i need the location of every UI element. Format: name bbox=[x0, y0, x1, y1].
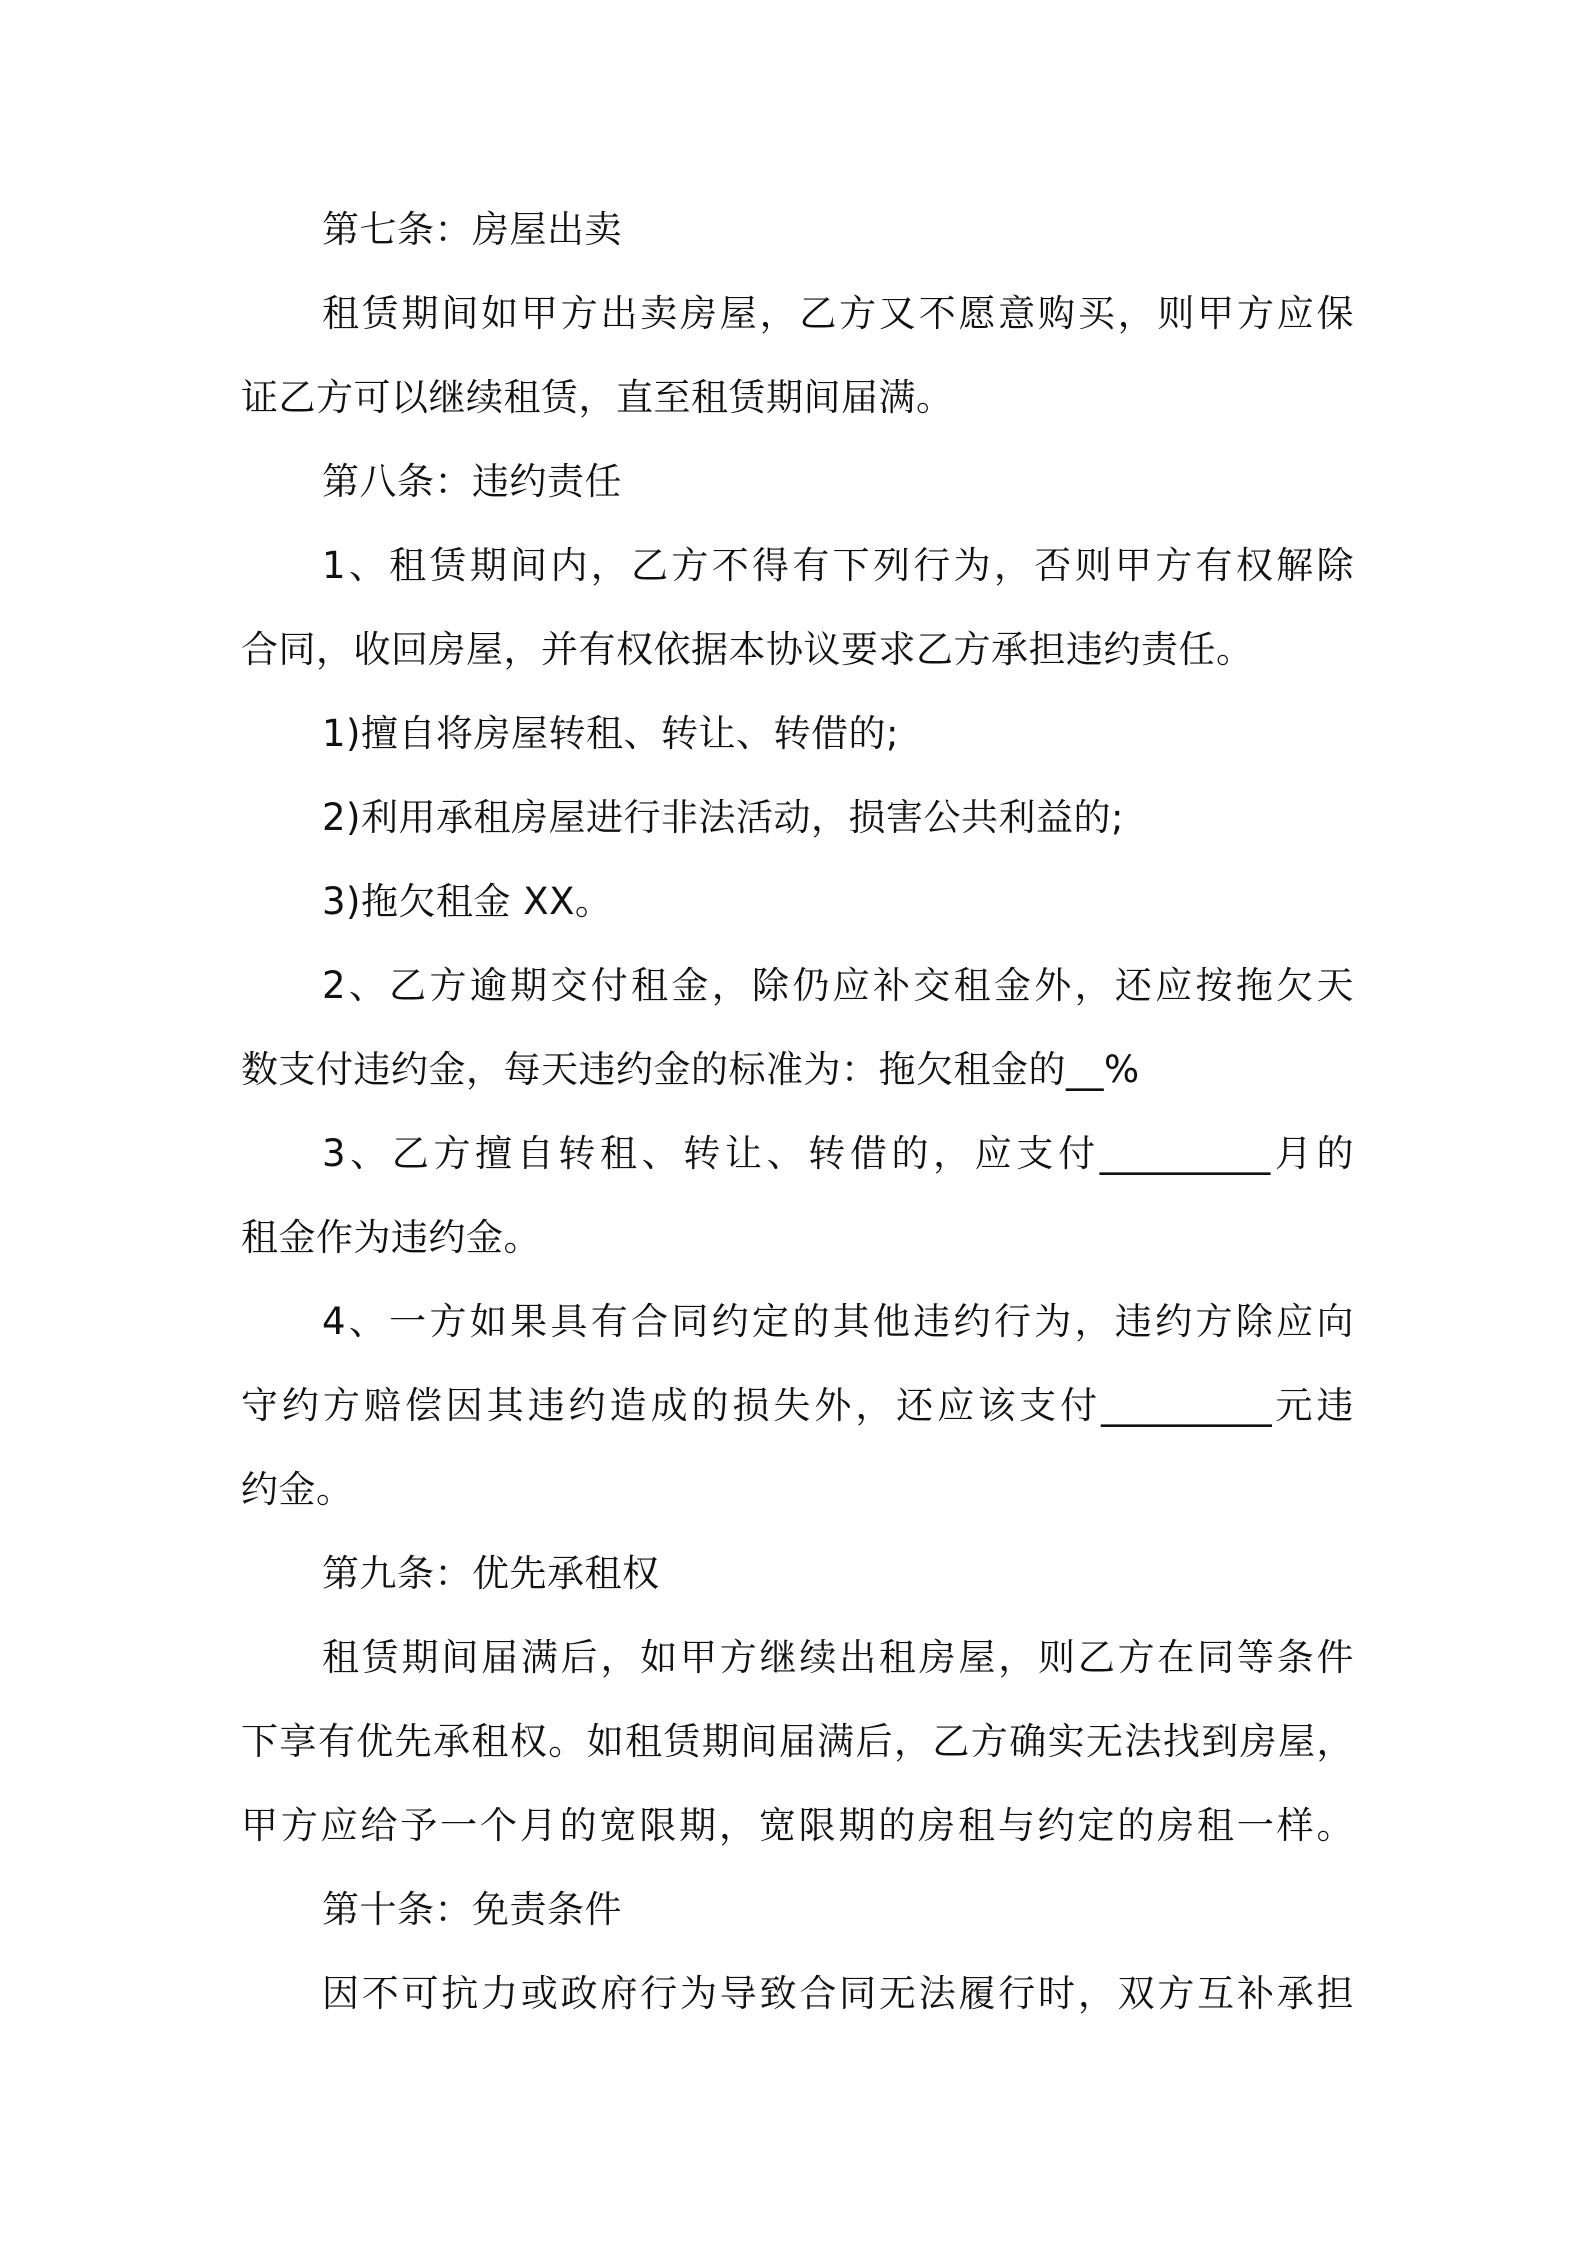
article-8-item-1-line-2: 合同，收回房屋，并有权依据本协议要求乙方承担违约责任。 bbox=[241, 628, 1254, 671]
document-body bbox=[241, 188, 1354, 2036]
article-7-heading: 第七条：房屋出卖 bbox=[322, 208, 622, 251]
article-8-subitem-2: 2)利用承租房屋进行非法活动，损害公共利益的; bbox=[322, 796, 1124, 839]
article-7-text-line-2: 证乙方可以继续租赁，直至租赁期间届满。 bbox=[241, 376, 954, 419]
article-9-text-line-3: 甲方应给予一个月的宽限期，宽限期的房租与约定的房租一样。 bbox=[241, 1804, 1354, 1847]
article-8-item-2-line-2: 数支付违约金，每天违约金的标准为：拖欠租金的__% bbox=[241, 1048, 1140, 1091]
article-10-heading: 第十条：免责条件 bbox=[322, 1888, 622, 1931]
article-8-subitem-3: 3)拖欠租金 XX。 bbox=[322, 880, 613, 923]
article-7-text-line-1: 租赁期间如甲方出卖房屋，乙方又不愿意购买，则甲方应保 bbox=[322, 292, 1354, 335]
article-10-text-line-1: 因不可抗力或政府行为导致合同无法履行时，双方互补承担 bbox=[322, 1972, 1354, 2015]
article-8-item-3-line-1: 3、乙方擅自转租、转让、转借的，应支付_________月的 bbox=[322, 1132, 1354, 1175]
article-9-text-line-1: 租赁期间届满后，如甲方继续出租房屋，则乙方在同等条件 bbox=[322, 1636, 1354, 1679]
article-8-item-4-line-1: 4、一方如果具有合同约定的其他违约行为，违约方除应向 bbox=[322, 1300, 1354, 1343]
article-9-text-line-2: 下享有优先承租权。如租赁期间届满后，乙方确实无法找到房屋， bbox=[241, 1720, 1354, 1763]
article-8-item-1-line-1: 1、租赁期间内，乙方不得有下列行为，否则甲方有权解除 bbox=[322, 544, 1354, 587]
article-8-item-4-line-2: 守约方赔偿因其违约造成的损失外，还应该支付_________元违 bbox=[241, 1384, 1354, 1427]
article-8-heading: 第八条：违约责任 bbox=[322, 460, 622, 503]
article-8-subitem-1: 1)擅自将房屋转租、转让、转借的; bbox=[322, 712, 899, 755]
article-8-item-2-line-1: 2、乙方逾期交付租金，除仍应补交租金外，还应按拖欠天 bbox=[322, 964, 1354, 1007]
article-9-heading: 第九条：优先承租权 bbox=[322, 1552, 660, 1595]
article-8-item-3-line-2: 租金作为违约金。 bbox=[241, 1216, 541, 1259]
article-8-item-4-line-3: 约金。 bbox=[241, 1468, 354, 1511]
